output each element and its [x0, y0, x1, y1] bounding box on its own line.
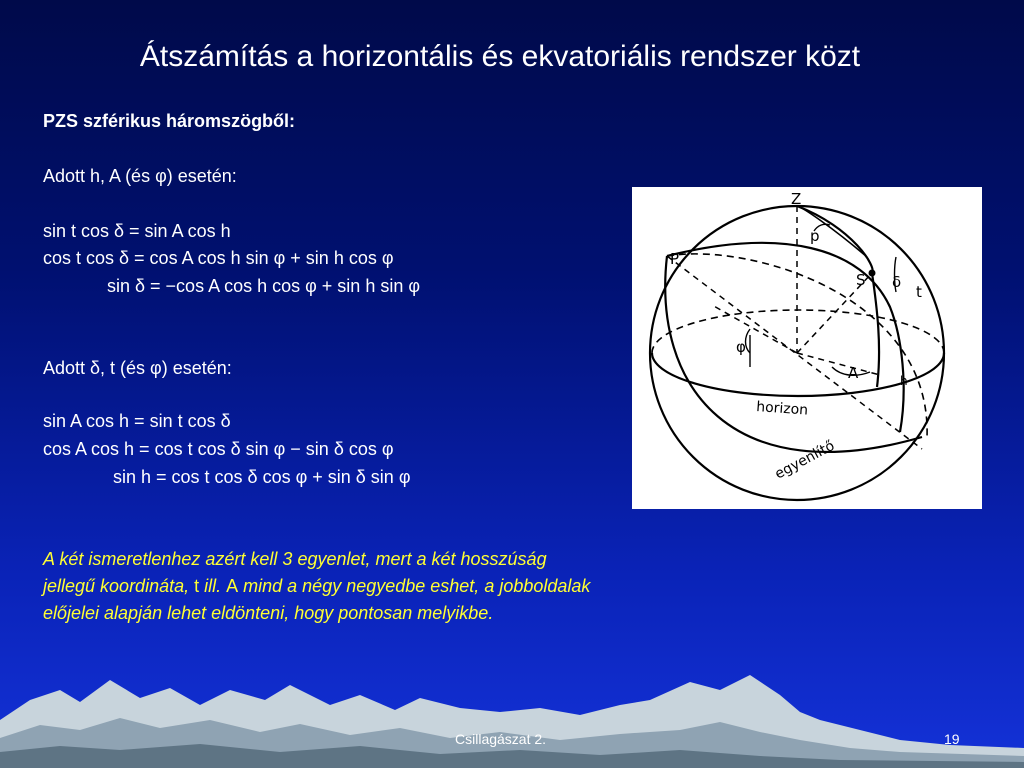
note-A: A	[226, 576, 239, 596]
section1-heading: Adott h, A (és φ) esetén:	[43, 166, 237, 186]
section2-equation-1: sin A cos h = sin t cos δ	[43, 411, 231, 431]
section2-equation-3: sin h = cos t cos δ cos φ + sin δ sin φ	[113, 467, 411, 487]
subtitle: PZS szférikus háromszögből:	[43, 111, 296, 131]
footer-course: Csillagászat 2.	[455, 731, 547, 747]
label-declination: δ	[892, 273, 902, 291]
label-hour-angle: t	[916, 283, 922, 301]
page-number: 19	[944, 731, 960, 747]
label-star: S	[856, 271, 866, 289]
mountain-decoration	[0, 660, 1024, 768]
label-zenith: Z	[791, 190, 802, 208]
section1-equation-1: sin t cos δ = sin A cos h	[43, 221, 231, 241]
label-altitude: h	[900, 374, 908, 388]
note-part2: mind a négy negyedbe eshet, a jobboldalak előjelei alapján lehet eldönteni, hogy pontosan melyikbe.	[43, 576, 591, 623]
explanation-note	[43, 546, 603, 627]
note-ill: ill.	[199, 576, 227, 596]
slide-title: Átszámítás a horizontális és ekvatoriális rendszer közt	[139, 40, 861, 73]
label-parallactic: p	[810, 227, 820, 245]
label-latitude: φ	[736, 338, 746, 356]
note-part1: A két ismeretlenhez azért kell 3 egyenlet, mert a két hosszúság jellegű koordináta,	[43, 549, 547, 596]
section1-equation-3: sin δ = −cos A cos h cos φ + sin h sin φ	[107, 276, 421, 296]
label-azimuth: A	[848, 364, 859, 382]
section2-heading: Adott δ, t (és φ) esetén:	[43, 358, 232, 378]
celestial-sphere-diagram	[632, 187, 982, 509]
section2-equation-2: cos A cos h = cos t cos δ sin φ − sin δ cos φ	[43, 439, 394, 459]
label-pole: P	[670, 250, 680, 268]
equator-front	[665, 256, 922, 452]
note-t: t	[194, 576, 200, 596]
section1-equation-2: cos t cos δ = cos A cos h sin φ + sin h cos φ	[43, 248, 394, 268]
star-point	[869, 270, 876, 277]
polar-axis	[667, 256, 922, 449]
label-equator: egyenlítő	[772, 437, 838, 483]
label-horizon: horizon	[755, 399, 809, 419]
